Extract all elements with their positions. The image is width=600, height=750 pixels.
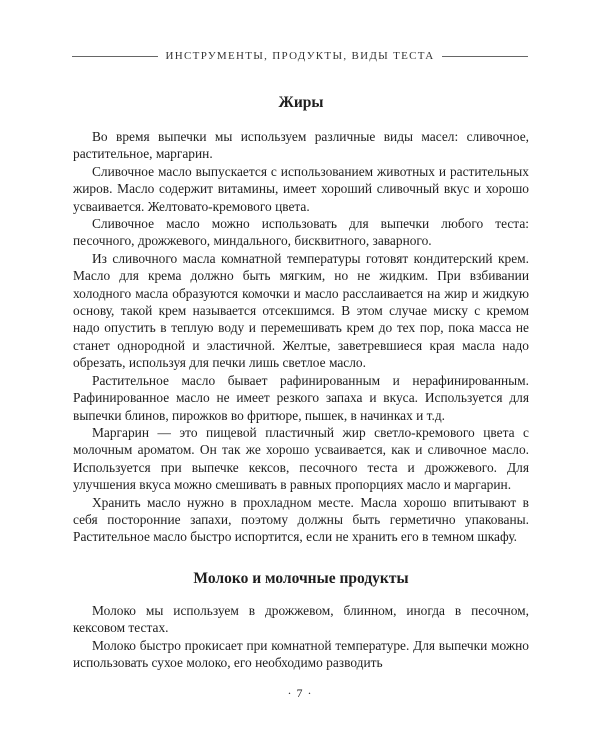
running-head — [72, 50, 528, 62]
paragraph: Во время выпечки мы используем различные виды масел: сливочное, растительное, маргарин. — [73, 129, 529, 162]
section-heading-milk: Молоко и молочные продукты — [193, 569, 409, 587]
paragraph: Растительное масло бывает рафинированным и нерафинированным. Рафинированное масло не имеет резкого запаха и вкуса. Используется для выпечки блинов, пирожков во фритюре, пышек, в начинках и т.д. — [73, 372, 529, 423]
paragraph: Из сливочного масла комнатной температуры готовят кондитерский крем. Масло для крема должно быть мягким, но не жидким. При взбивании холодного масла образуются комочки и масло расслаивается на жир и жидкую основу, такой крем называется отсекшимся. В этом случае миску с кремом надо опустить в теплую воду и перемешивать крем до тех пор, пока масса не станет однородной и эластичной. Желтые, заветревшиеся края масла надо обрезать, используя для печки лишь светлое масло. — [73, 250, 529, 371]
paragraph: Хранить масло нужно в прохладном месте. Масла хорошо впитывают в себя посторонние запахи, поэтому должны быть герметично упакованы. Растительное масло быстро испортится, если не хранить его в темном шкафу. — [73, 494, 529, 545]
paragraph: Сливочное масло можно использовать для выпечки любого теста: песочного, дрожжевого, миндального, бисквитного, заварного. — [73, 216, 529, 249]
paragraph: Молоко быстро прокисает при комнатной температуре. Для выпечки можно использовать сухое молоко, его необходимо разводить — [73, 637, 529, 670]
running-head-title: ИНСТРУМЕНТЫ, ПРОДУКТЫ, ВИДЫ ТЕСТА — [165, 50, 435, 62]
header-rule-left — [72, 56, 158, 57]
paragraph: Маргарин — это пищевой пластичный жир светло-кремового цвета с молочным ароматом. Он так же хорошо усваивается, как и сливочное масло. Используется при выпечке кексов, песочного теста и дрожжевого. Для улучшения вкуса можно смешивать в равных пропорциях масло и маргарин. — [73, 424, 529, 493]
page-body — [73, 92, 529, 671]
paragraph: Молоко мы используем в дрожжевом, блинном, иногда в песочном, кексовом тестах. — [73, 602, 529, 636]
header-rule-right — [442, 56, 528, 57]
section-heading-fats: Жиры — [278, 94, 324, 111]
paragraph: Сливочное масло выпускается с использованием животных и растительных жиров. Масло содержит витамины, имеет хороший сливочный вкус и хорошо усваивается. Желтовато-кремового цвета. — [73, 163, 529, 214]
page-number: · 7 · — [287, 686, 313, 700]
